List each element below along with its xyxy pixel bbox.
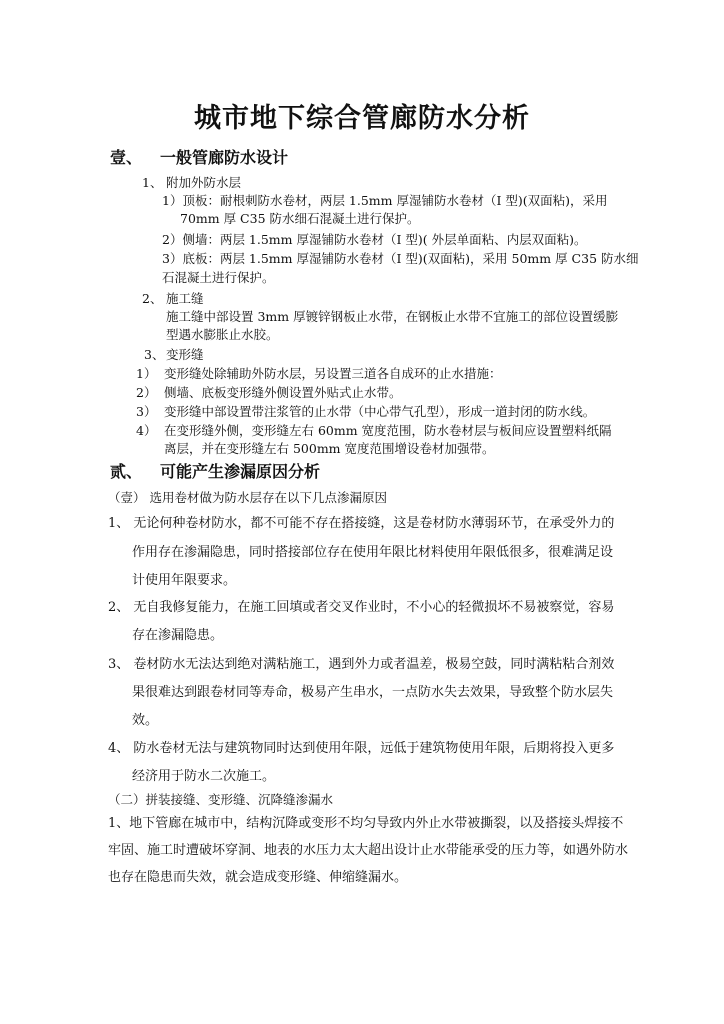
reason-2-cont: 存在渗漏隐患。: [132, 628, 224, 643]
document-title: 城市地下综合管廊防水分析: [194, 103, 530, 134]
item-3-point-1: 变形缝处除辅助外防水层，另设置三道各自成环的止水措施：: [164, 366, 502, 381]
item-3-point-2: 侧墙、底板变形缝外侧设置外贴式止水带。: [164, 385, 402, 400]
reason-4: 4、 防水卷材无法与建筑物同时达到使用年限，远低于建筑物使用年限，后期将投入更多: [108, 741, 615, 756]
section-2-sub-2: （二）拼装接缝、变形缝、沉降缝渗漏水: [108, 792, 334, 807]
item-3-label: 变形缝: [166, 347, 204, 362]
item-1-number: 1、: [142, 175, 163, 190]
item-1-sub-1-cont: 70mm 厚 C35 防水细石混凝土进行保护。: [180, 211, 420, 226]
reason-1-cont-1: 作用存在渗漏隐患，同时搭接部位存在使用年限比材料使用年限低很多，很难满足设: [132, 545, 614, 560]
item-1-sub-2: 2）侧墙：两层 1.5mm 厚湿铺防水卷材（Ⅰ 型)( 外层单面粘、内层双面粘)。: [162, 232, 587, 247]
subsection-2-paragraph-cont-1: 牢固、施工时遭破坏穿洞、地表的水压力太大超出设计止水带能承受的压力等，如遇外防水: [108, 843, 629, 858]
section-1-number: 壹、: [110, 148, 143, 167]
reason-1: 1、 无论何种卷材防水，都不可能不存在搭接缝，这是卷材防水薄弱环节，在承受外力的: [108, 516, 615, 531]
subsection-2-paragraph-cont-2: 也存在隐患而失效，就会造成变形缝、伸缩缝漏水。: [108, 870, 408, 885]
section-2-sub-1: （壹） 选用卷材做为防水层存在以下几点渗漏原因: [108, 490, 387, 505]
section-2-number: 贰、: [110, 462, 143, 481]
item-1-label: 附加外防水层: [166, 175, 242, 190]
item-3-point-2-number: 2）: [136, 385, 157, 400]
item-3-point-3: 变形缝中部设置带注浆管的止水带（中心带气孔型），形成一道封闭的防水线。: [164, 404, 596, 419]
item-2-text: 施工缝中部设置 3mm 厚镀锌钢板止水带，在钢板止水带不宜施工的部位设置缓膨: [166, 309, 619, 324]
section-2-heading: 可能产生渗漏原因分析: [160, 462, 321, 481]
reason-1-cont-2: 计使用年限要求。: [132, 573, 237, 588]
section-1-heading: 一般管廊防水设计: [160, 148, 289, 167]
reason-4-cont: 经济用于防水二次施工。: [132, 769, 276, 784]
item-1-sub-1: 1）顶板：耐根刺防水卷材，两层 1.5mm 厚湿铺防水卷材（Ⅰ 型)(双面粘)，采用: [162, 193, 608, 208]
reason-3-cont-2: 效。: [132, 713, 159, 728]
item-3-point-1-number: 1）: [136, 366, 157, 381]
subsection-2-paragraph: 1、地下管廊在城市中，结构沉降或变形不均匀导致内外止水带被撕裂，以及搭接头焊接不: [108, 816, 624, 831]
item-3-point-4-cont: 离层，并在变形缝左右 500mm 宽度范围增设卷材加强带。: [164, 441, 495, 456]
item-3-point-3-number: 3）: [136, 404, 157, 419]
reason-2: 2、 无自我修复能力，在施工回填或者交叉作业时，不小心的轻微损坏不易被察觉，容易: [108, 600, 615, 615]
item-3-number: 3、: [144, 347, 165, 362]
reason-3: 3、 卷材防水无法达到绝对满粘施工，遇到外力或者温差，极易空鼓，同时满粘粘合剂效: [108, 657, 615, 672]
item-3-point-4-number: 4）: [136, 423, 157, 438]
item-2-number: 2、: [142, 291, 163, 306]
item-1-sub-3-cont: 石混凝土进行保护。: [162, 270, 275, 285]
item-3-point-4: 在变形缝外侧，变形缝左右 60mm 宽度范围，防水卷材层与板间应设置塑料纸隔: [164, 423, 612, 438]
item-1-sub-3: 3）底板：两层 1.5mm 厚湿铺防水卷材（Ⅰ 型)(双面粘)，采用 50mm 厚 C35 防水细: [162, 251, 639, 266]
item-2-label: 施工缝: [166, 291, 204, 306]
item-2-text-cont: 型遇水膨胀止水胶。: [166, 327, 279, 342]
reason-3-cont-1: 果很难达到跟卷材同等寿命，极易产生串水，一点防水失去效果，导致整个防水层失: [132, 685, 614, 700]
